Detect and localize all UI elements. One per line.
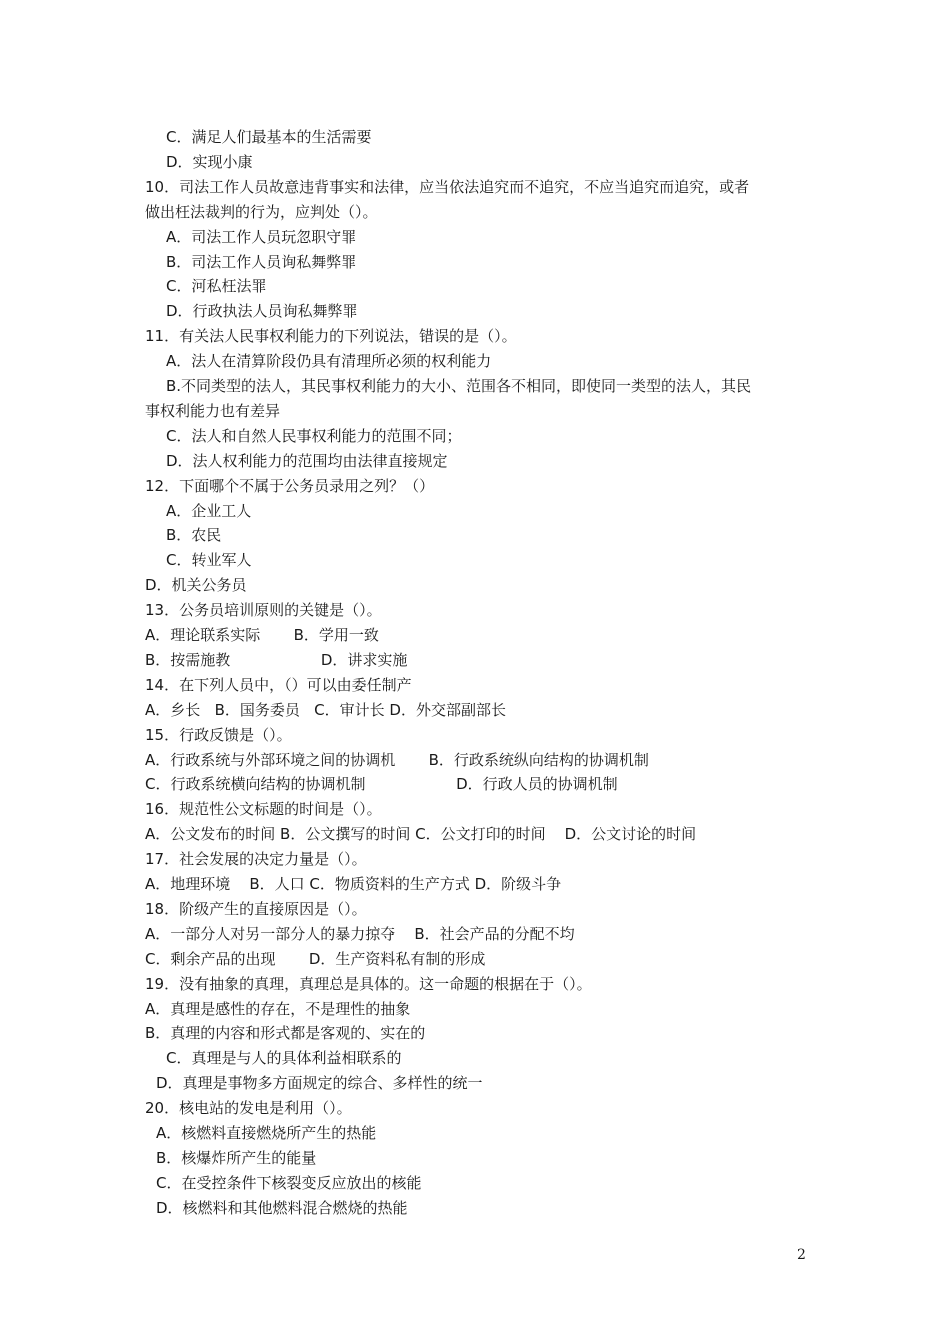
- text-line: 18．阶级产生的直接原因是（）。: [145, 899, 367, 918]
- text-line: D．法人权利能力的范围均由法律直接规定: [166, 451, 448, 470]
- text-line: D．实现小康: [166, 152, 253, 171]
- text-line: A．司法工作人员玩忽职守罪: [166, 227, 357, 246]
- text-line: 12．下面哪个不属于公务员录用之列？（）: [145, 476, 435, 495]
- text-line: 10．司法工作人员故意违背事实和法律，应当依法追究而不追究，不应当追究而追究，或者: [145, 177, 750, 196]
- text-line: C．真理是与人的具体利益相联系的: [166, 1049, 402, 1068]
- text-line: C．法人和自然人民事权利能力的范围不同；: [166, 426, 462, 445]
- text-line: C．剩余产品的出现 D．生产资料私有制的形成: [145, 949, 486, 968]
- text-line: C．河私枉法罪: [166, 277, 267, 296]
- text-line: 事权利能力也有差异: [145, 401, 281, 420]
- text-line: C．转业军人: [166, 551, 252, 570]
- text-line: 14．在下列人员中，（）可以由委任制产: [145, 675, 412, 694]
- text-line: 20．核电站的发电是利用（）。: [145, 1099, 352, 1118]
- text-line: B．司法工作人员询私舞弊罪: [166, 252, 357, 271]
- text-line: A．法人在清算阶段仍具有清理所必须的权利能力: [166, 352, 492, 371]
- text-line: C．在受控条件下核裂变反应放出的核能: [156, 1173, 422, 1192]
- text-line: A．乡长 B．国务委员 C．审计长 D．外交部副部长: [145, 700, 506, 719]
- text-line: A．企业工人: [166, 501, 252, 520]
- text-line: B．农民: [166, 526, 222, 545]
- text-line: B．真理的内容和形式都是客观的、实在的: [145, 1024, 426, 1043]
- text-line: C．行政系统横向结构的协调机制 D．行政人员的协调机制: [145, 775, 618, 794]
- text-line: 16．规范性公文标题的时间是（）。: [145, 800, 382, 819]
- text-line: D．机关公务员: [145, 576, 247, 595]
- text-line: B．按需施教 D．讲求实施: [145, 650, 408, 669]
- text-line: D．核燃料和其他燃料混合燃烧的热能: [156, 1198, 408, 1217]
- page-number: 2: [797, 1247, 806, 1263]
- text-line: A．行政系统与外部环境之间的协调机 B．行政系统纵向结构的协调机制: [145, 750, 649, 769]
- text-line: 19．没有抽象的真理，真理总是具体的。这一命题的根据在于（）。: [145, 974, 592, 993]
- text-line: 13．公务员培训原则的关键是（）。: [145, 601, 382, 620]
- text-line: 做出枉法裁判的行为，应判处（）。: [145, 202, 378, 221]
- text-line: C．满足人们最基本的生活需要: [166, 128, 372, 146]
- text-line: A．公文发布的时间 B．公文撰写的时间 C．公文打印的时间 D．公文讨论的时间: [145, 825, 697, 844]
- text-line: A．一部分人对另一部分人的暴力掠夺 B．社会产品的分配不均: [145, 924, 575, 943]
- text-line: B．核爆炸所产生的能量: [156, 1148, 317, 1167]
- text-line: A．理论联系实际 B．学用一致: [145, 626, 379, 644]
- text-line: 11．有关法人民事权利能力的下列说法，错误的是（）。: [145, 327, 517, 346]
- text-line: A．真理是感性的存在，不是理性的抽象: [145, 999, 411, 1018]
- text-line: A．地理环境 B．人口 C．物质资料的生产方式 D．阶级斗争: [145, 875, 562, 893]
- text-line: 17．社会发展的决定力量是（）。: [145, 850, 367, 869]
- text-line: B.不同类型的法人，其民事权利能力的大小、范围各不相同，即使同一类型的法人，其民: [166, 377, 752, 395]
- text-line: D．真理是事物多方面规定的综合、多样性的统一: [156, 1074, 483, 1093]
- text-line: 15．行政反馈是（）。: [145, 725, 292, 744]
- text-line: D．行政执法人员询私舞弊罪: [166, 302, 358, 321]
- text-line: A．核燃料直接燃烧所产生的热能: [156, 1124, 377, 1142]
